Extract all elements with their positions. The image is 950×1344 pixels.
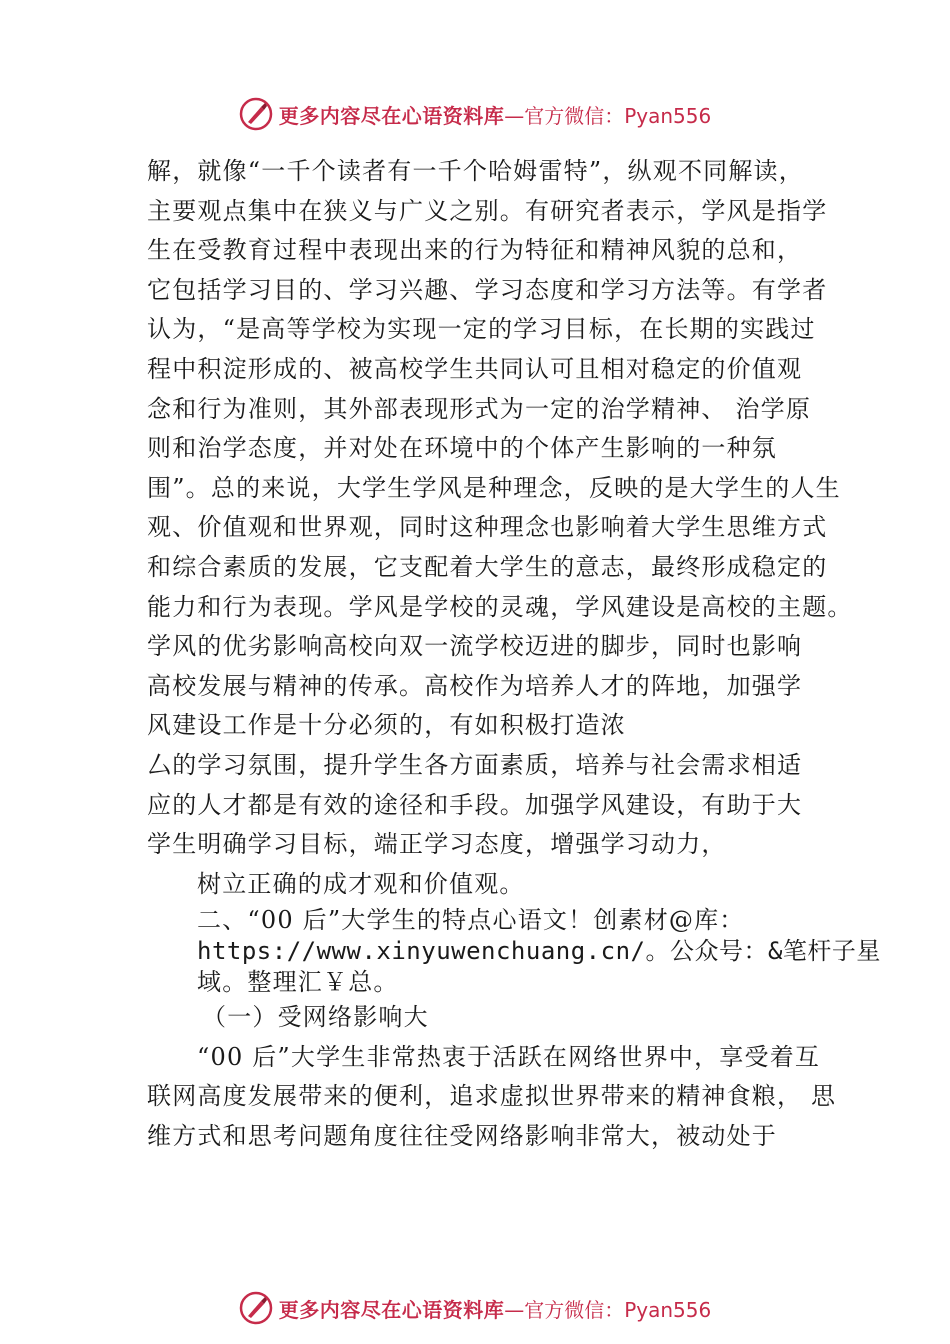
- body-line: 学风的优劣影响高校向双一流学校迈进的脚步，同时也影响: [147, 632, 803, 661]
- body-line: 解，就像“一千个读者有一千个哈姆雷特”，纵观不同解读，: [147, 157, 804, 185]
- body-line: 学生明确学习目标，端正学习态度，增强学习动力，: [147, 830, 727, 859]
- final-line: 联网高度发展带来的便利，追求虚拟世界带来的精神食粮， 思: [147, 1082, 837, 1111]
- subsection-one-heading: （一）受网络影响大: [202, 1003, 429, 1032]
- section-two-tail: 域。整理汇￥总。: [197, 968, 399, 997]
- body-line: 生在受教育过程中表现出来的行为特征和精神风貌的总和，: [147, 236, 803, 265]
- body-line: 围”。总的来说，大学生学风是种理念，反映的是大学生的人生: [147, 473, 841, 502]
- body-line: 厶的学习氛围，提升学生各方面素质，培养与社会需求相适: [147, 750, 803, 779]
- body-line: 能力和行为表现。学风是学校的灵魂，学风建设是高校的主题。: [147, 592, 853, 621]
- section-two-heading: 二、“00 后”大学生的特点心语文！创素材@库：: [197, 906, 745, 935]
- pen-logo-icon: [239, 97, 273, 131]
- banner-title: 更多内容尽在心语资料库: [278, 103, 505, 128]
- body-line: 它包括学习目的、学习兴趣、学习态度和学习方法等。有学者: [147, 275, 828, 304]
- body-line: 应的人才都是有效的途径和手段。加强学风建设，有助于大: [147, 790, 803, 819]
- document-body: [147, 152, 881, 1157]
- banner-wechat: —官方微信：Pyan556: [504, 103, 712, 128]
- body-line: 程中积淀形成的、被高校学生共同认可且相对稳定的价值观: [147, 354, 803, 383]
- body-line: 观、价值观和世界观，同时这种理念也影响着大学生思维方式: [147, 513, 828, 542]
- body-line: 念和行为准则，其外部表现形式为一定的治学精神、 治学原: [147, 394, 812, 423]
- closing-line: 树立正确的成才观和价值观。: [197, 869, 525, 898]
- final-line: 维方式和思考问题角度往往受网络影响非常大，被动处于: [147, 1122, 777, 1151]
- banner-wechat: —官方微信：Pyan556: [504, 1297, 712, 1322]
- body-line: 主要观点集中在狭义与广义之别。有研究者表示，学风是指学: [147, 196, 828, 225]
- body-line: 风建设工作是十分必须的，有如积极打造浓: [147, 711, 626, 740]
- body-line: 和综合素质的发展，它支配着大学生的意志，最终形成稳定的: [147, 552, 828, 581]
- body-line: 高校发展与精神的传承。高校作为培养人才的阵地，加强学: [147, 671, 803, 700]
- pen-logo-icon: [239, 1291, 273, 1325]
- banner-title: 更多内容尽在心语资料库: [278, 1297, 505, 1322]
- footer-banner: [0, 1286, 950, 1330]
- section-two-url: https://www.xinyuwenchuang.cn/。公众号：&笔杆子星: [197, 937, 881, 966]
- header-banner: [0, 92, 950, 136]
- body-line: 认为，“是高等学校为实现一定的学习目标，在长期的实践过: [147, 315, 816, 344]
- body-line: 则和治学态度，并对处在环境中的个体产生影响的一种氛: [147, 434, 777, 463]
- final-line: “00 后”大学生非常热衷于活跃在网络世界中，享受着互: [197, 1042, 821, 1071]
